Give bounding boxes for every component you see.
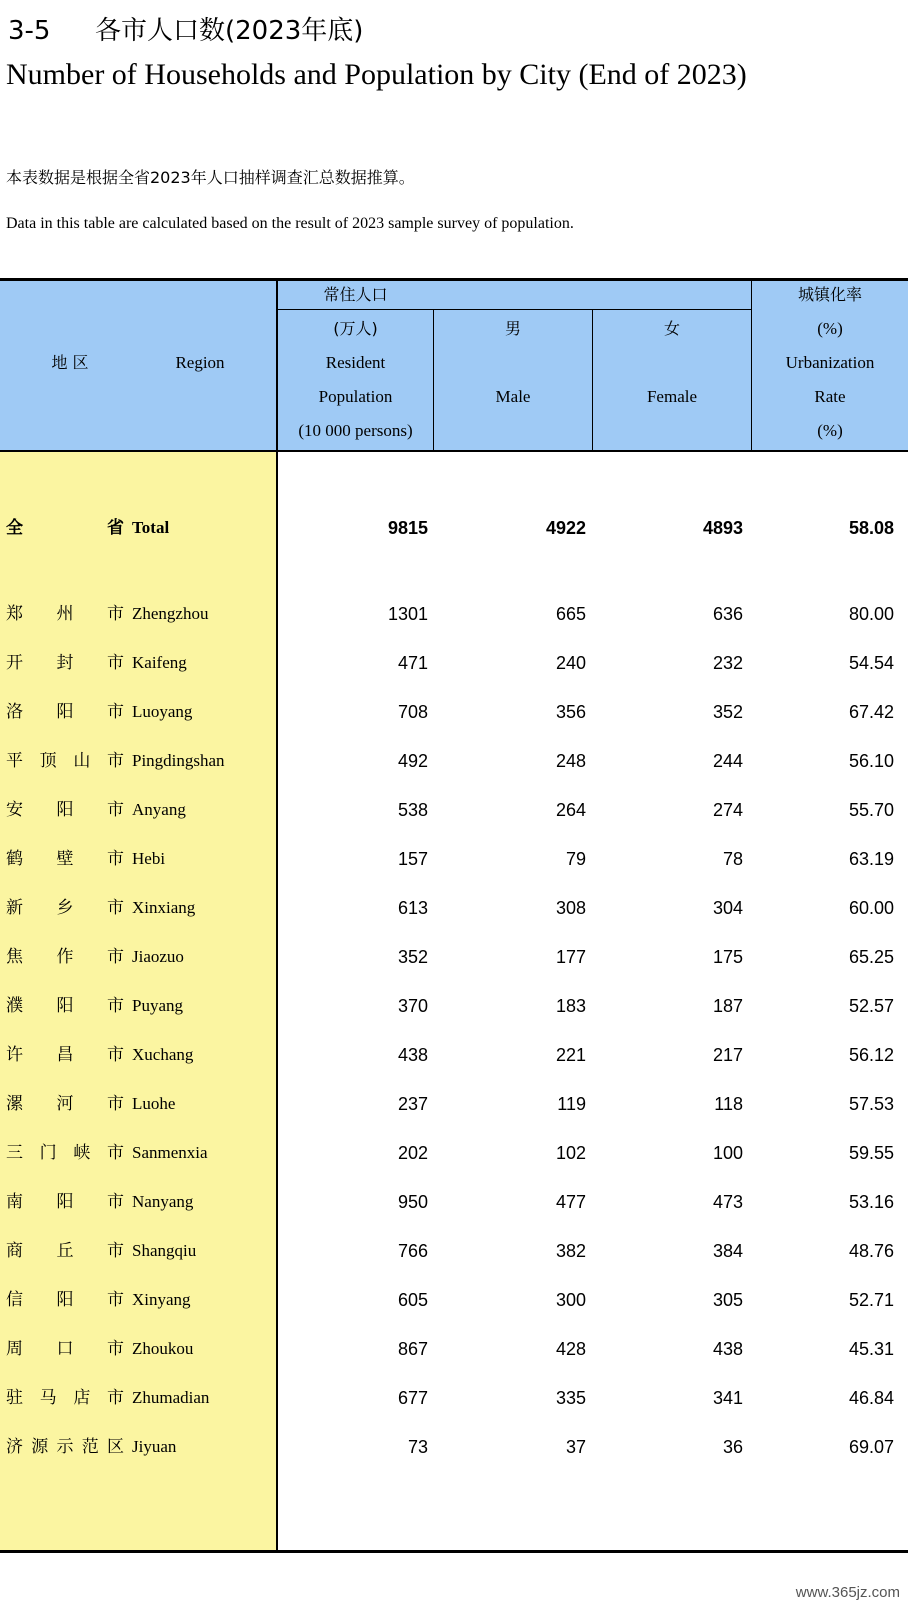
- city-name-cn: [6, 1136, 124, 1170]
- total-name-en: Total: [132, 518, 170, 537]
- city-cn-char: 市: [107, 1045, 124, 1065]
- urbanization-rate: 67.42: [848, 702, 894, 722]
- city-cn-char: 济: [6, 1437, 23, 1457]
- city-name-en: Zhengzhou: [132, 604, 209, 623]
- resident-population: 492: [397, 751, 428, 771]
- city-cn-char: 作: [56, 947, 74, 967]
- male-population: 264: [555, 800, 586, 820]
- city-cn-char: 市: [107, 1290, 124, 1310]
- urbanization-rate: 56.10: [848, 751, 894, 771]
- male-population: 79: [565, 849, 586, 869]
- female-population: 473: [712, 1192, 743, 1212]
- resident-population: 73: [407, 1437, 428, 1457]
- urbanization-rate: 80.00: [848, 604, 894, 624]
- city-name-en: Xinyang: [132, 1290, 191, 1309]
- city-cn-char: 安: [6, 800, 23, 820]
- city-name-cn: [6, 1283, 124, 1317]
- male-population: 119: [557, 1094, 586, 1114]
- table-row: [0, 1185, 908, 1219]
- city-cn-char: 市: [107, 604, 124, 624]
- title-cn-text: 各市人口数(2023年底): [95, 16, 364, 46]
- city-name-en: Pingdingshan: [132, 751, 225, 770]
- male-population: 382: [555, 1241, 586, 1261]
- table-row: [0, 744, 908, 778]
- bottom-rule: [0, 1550, 908, 1553]
- city-cn-char: 市: [107, 898, 124, 918]
- resident-population: 766: [397, 1241, 428, 1261]
- city-cn-char: 市: [107, 996, 124, 1016]
- urbanization-rate: 52.57: [848, 996, 894, 1016]
- city-cn-char: 市: [106, 1143, 124, 1163]
- table-number: 3-5: [8, 16, 51, 46]
- city-cn-char: 市: [107, 1192, 124, 1212]
- header-male-en: Male: [495, 387, 531, 406]
- urbanization-rate: 63.19: [848, 849, 894, 869]
- header-male-cn: 男: [504, 319, 521, 338]
- male-population: 477: [555, 1192, 586, 1212]
- resident-population: 1301: [387, 604, 428, 624]
- city-cn-char: 周: [6, 1339, 23, 1359]
- city-name-cn: [6, 695, 124, 729]
- resident-population: 677: [397, 1388, 428, 1408]
- female-population: 384: [712, 1241, 743, 1261]
- city-cn-char: 州: [56, 604, 74, 624]
- city-name-cn: [6, 891, 124, 925]
- city-name-en: Shangqiu: [132, 1241, 197, 1260]
- header-urban-unit2: (%): [817, 421, 843, 440]
- city-cn-char: 乡: [56, 898, 74, 918]
- city-name-cn: [6, 597, 124, 631]
- total-cn-char: 省: [107, 518, 124, 538]
- city-cn-char: 门: [39, 1143, 57, 1163]
- male-population: 335: [555, 1388, 586, 1408]
- city-cn-char: 市: [107, 1339, 124, 1359]
- city-name-en: Xuchang: [132, 1045, 194, 1064]
- city-cn-char: 市: [107, 947, 124, 967]
- city-cn-char: 阳: [56, 1192, 74, 1212]
- note-en: Data in this table are calculated based on the result of 2023 sample survey of population.: [6, 215, 574, 232]
- male-population: 102: [555, 1143, 586, 1163]
- total-urban: 58.08: [848, 518, 894, 538]
- city-name-cn: [6, 1332, 124, 1366]
- city-cn-char: 新: [6, 898, 23, 918]
- female-population: 78: [722, 849, 743, 869]
- female-population: 187: [712, 996, 743, 1016]
- resident-population: 538: [397, 800, 428, 820]
- city-cn-char: 许: [6, 1045, 23, 1065]
- city-name-en: Zhumadian: [132, 1388, 210, 1407]
- city-name-cn: [6, 989, 124, 1023]
- city-cn-char: 封: [56, 653, 74, 673]
- page-title-cn: [8, 10, 363, 47]
- table-row: [0, 646, 908, 680]
- header-resident-en1: Resident: [325, 353, 386, 372]
- city-cn-char: 濮: [6, 996, 23, 1016]
- table-row: [0, 597, 908, 631]
- female-population: 352: [712, 702, 743, 722]
- city-cn-char: 郑: [6, 604, 23, 624]
- city-cn-char: 范: [81, 1437, 99, 1457]
- resident-population: 237: [397, 1094, 428, 1114]
- header-urban-en2: Rate: [814, 387, 846, 406]
- urbanization-rate: 45.31: [848, 1339, 894, 1359]
- header-bottom-rule: [0, 450, 908, 452]
- table-row: [0, 1136, 908, 1170]
- city-name-en: Xinxiang: [132, 898, 196, 917]
- header-resident-cn: 常住人口: [323, 285, 388, 304]
- total-cn-char: 全: [6, 518, 23, 538]
- table-row: [0, 793, 908, 827]
- city-cn-char: 驻: [6, 1388, 23, 1408]
- header-urban-unit1: (%): [817, 319, 843, 338]
- city-cn-char: 河: [56, 1094, 74, 1114]
- male-population: 37: [565, 1437, 586, 1457]
- city-name-cn: [6, 646, 124, 680]
- resident-population: 950: [397, 1192, 428, 1212]
- resident-population: 708: [397, 702, 428, 722]
- resident-population: 471: [397, 653, 428, 673]
- resident-population: 202: [397, 1143, 428, 1163]
- resident-population: 867: [397, 1339, 428, 1359]
- table-row: [0, 1381, 908, 1415]
- table-row: [0, 989, 908, 1023]
- city-name-en: Sanmenxia: [132, 1143, 208, 1162]
- city-cn-char: 马: [39, 1388, 57, 1408]
- city-cn-char: 源: [31, 1437, 49, 1457]
- header-urban-cn: 城镇化率: [797, 285, 862, 304]
- city-name-en: Kaifeng: [132, 653, 187, 672]
- city-name-en: Luoyang: [132, 702, 193, 721]
- table-row: [0, 1234, 908, 1268]
- table-row: [0, 1087, 908, 1121]
- table-row: [0, 1038, 908, 1072]
- urbanization-rate: 57.53: [848, 1094, 894, 1114]
- total-female: 4893: [702, 518, 743, 538]
- city-cn-char: 丘: [56, 1241, 74, 1261]
- city-name-en: Anyang: [132, 800, 186, 819]
- resident-population: 352: [397, 947, 428, 967]
- header-female-en: Female: [646, 387, 698, 406]
- resident-population: 605: [397, 1290, 428, 1310]
- urbanization-rate: 56.12: [848, 1045, 894, 1065]
- header-resident-unit-en: (10 000 persons): [298, 421, 413, 440]
- total-row: [0, 511, 908, 545]
- male-population: 300: [555, 1290, 586, 1310]
- city-cn-char: 山: [73, 751, 91, 771]
- urbanization-rate: 53.16: [848, 1192, 894, 1212]
- city-cn-char: 商: [6, 1241, 23, 1261]
- header-region-en: Region: [175, 353, 225, 372]
- header-resident-en2: Population: [318, 387, 393, 406]
- female-population: 274: [712, 800, 743, 820]
- city-cn-char: 三: [6, 1143, 23, 1163]
- female-population: 36: [722, 1437, 743, 1457]
- total-pop: 9815: [387, 518, 428, 538]
- city-cn-char: 阳: [56, 996, 74, 1016]
- city-cn-char: 顶: [39, 751, 57, 771]
- city-name-cn: [6, 1038, 124, 1072]
- resident-population: 613: [397, 898, 428, 918]
- header-resident-unit-cn: (万人): [333, 319, 378, 338]
- male-population: 248: [555, 751, 586, 771]
- female-population: 100: [712, 1143, 743, 1163]
- resident-population: 157: [397, 849, 428, 869]
- city-cn-char: 鹤: [6, 849, 23, 869]
- male-population: 428: [555, 1339, 586, 1359]
- urbanization-rate: 48.76: [848, 1241, 894, 1261]
- city-cn-char: 市: [107, 849, 124, 869]
- note-cn: 本表数据是根据全省2023年人口抽样调查汇总数据推算。: [6, 168, 415, 187]
- urbanization-rate: 60.00: [848, 898, 894, 918]
- urbanization-rate: 65.25: [848, 947, 894, 967]
- city-cn-char: 店: [73, 1388, 91, 1408]
- city-name-en: Jiyuan: [132, 1437, 177, 1456]
- table-row: [0, 1283, 908, 1317]
- female-population: 438: [712, 1339, 743, 1359]
- city-name-en: Nanyang: [132, 1192, 194, 1211]
- city-name-cn: [6, 1234, 124, 1268]
- city-name-cn: [6, 744, 124, 778]
- city-cn-char: 市: [106, 751, 124, 771]
- city-name-cn: [6, 1087, 124, 1121]
- table-row: [0, 1430, 908, 1464]
- city-cn-char: 市: [107, 702, 124, 722]
- city-name-cn: [6, 940, 124, 974]
- header-urban-en1: Urbanization: [785, 353, 875, 372]
- city-name-cn: [6, 1430, 124, 1464]
- urbanization-rate: 52.71: [848, 1290, 894, 1310]
- total-name-cn: [6, 511, 124, 545]
- city-cn-char: 口: [56, 1339, 74, 1359]
- male-population: 356: [555, 702, 586, 722]
- female-population: 636: [712, 604, 743, 624]
- city-cn-char: 阳: [56, 702, 74, 722]
- male-population: 183: [555, 996, 586, 1016]
- male-population: 308: [555, 898, 586, 918]
- city-cn-char: 阳: [56, 800, 74, 820]
- city-cn-char: 市: [107, 1094, 124, 1114]
- male-population: 221: [555, 1045, 586, 1065]
- city-name-en: Jiaozuo: [132, 947, 184, 966]
- female-population: 244: [712, 751, 743, 771]
- header-female-cn: 女: [663, 319, 680, 338]
- resident-population: 370: [397, 996, 428, 1016]
- city-cn-char: 信: [6, 1290, 23, 1310]
- city-cn-char: 市: [106, 1388, 124, 1408]
- city-cn-char: 市: [107, 1241, 124, 1261]
- total-male: 4922: [545, 518, 586, 538]
- city-cn-char: 示: [56, 1437, 74, 1457]
- city-cn-char: 市: [107, 800, 124, 820]
- city-cn-char: 阳: [56, 1290, 74, 1310]
- city-cn-char: 焦: [6, 947, 23, 967]
- female-population: 341: [712, 1388, 743, 1408]
- urbanization-rate: 59.55: [848, 1143, 894, 1163]
- urbanization-rate: 54.54: [848, 653, 894, 673]
- city-name-cn: [6, 793, 124, 827]
- female-population: 304: [712, 898, 743, 918]
- urbanization-rate: 46.84: [848, 1388, 894, 1408]
- header-region-cn: 地 区: [51, 353, 89, 372]
- city-name-en: Hebi: [132, 849, 166, 868]
- city-cn-char: 漯: [6, 1094, 23, 1114]
- resident-population: 438: [397, 1045, 428, 1065]
- table-row: [0, 1332, 908, 1366]
- table-row: [0, 842, 908, 876]
- table-row: [0, 940, 908, 974]
- table-row: [0, 695, 908, 729]
- female-population: 232: [712, 653, 743, 673]
- city-cn-char: 平: [6, 751, 23, 771]
- city-name-en: Puyang: [132, 996, 183, 1015]
- city-cn-char: 市: [107, 653, 124, 673]
- population-table: [0, 278, 908, 1553]
- city-cn-char: 洛: [6, 702, 23, 722]
- urbanization-rate: 69.07: [848, 1437, 894, 1457]
- urbanization-rate: 55.70: [848, 800, 894, 820]
- male-population: 240: [555, 653, 586, 673]
- city-cn-char: 南: [6, 1192, 23, 1212]
- male-population: 177: [555, 947, 586, 967]
- city-name-en: Luohe: [132, 1094, 176, 1113]
- city-cn-char: 开: [6, 653, 23, 673]
- city-name-cn: [6, 1185, 124, 1219]
- city-name-en: Zhoukou: [132, 1339, 194, 1358]
- female-population: 175: [712, 947, 743, 967]
- female-population: 118: [714, 1094, 743, 1114]
- page-title-en: Number of Households and Population by City (End of 2023): [6, 58, 747, 91]
- watermark: www.365jz.com: [795, 1584, 900, 1601]
- male-population: 665: [555, 604, 586, 624]
- city-cn-char: 峡: [73, 1143, 91, 1163]
- city-name-cn: [6, 1381, 124, 1415]
- city-name-cn: [6, 842, 124, 876]
- city-cn-char: 区: [107, 1437, 124, 1457]
- female-population: 217: [712, 1045, 743, 1065]
- city-cn-char: 昌: [56, 1045, 74, 1065]
- city-cn-char: 壁: [56, 849, 74, 869]
- table-row: [0, 891, 908, 925]
- female-population: 305: [712, 1290, 743, 1310]
